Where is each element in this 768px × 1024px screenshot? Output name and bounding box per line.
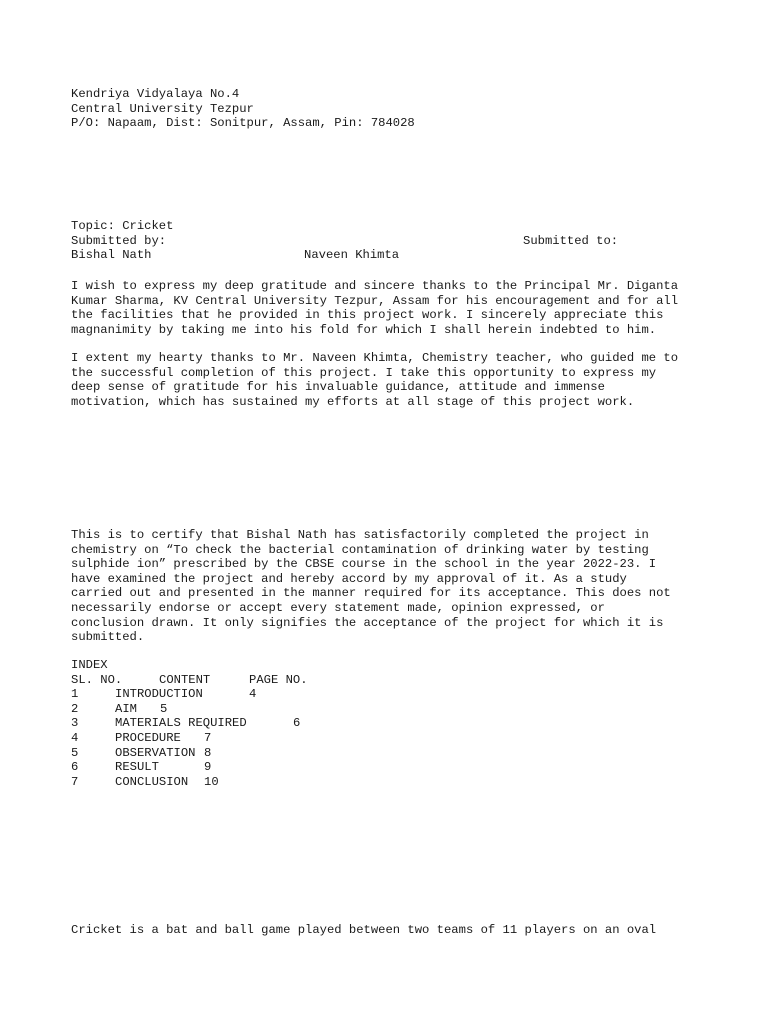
- paragraph-line: I wish to express my deep gratitude and sincere thanks to the Principal Mr. Diganta: [71, 279, 679, 293]
- index-row-content: AIM: [115, 701, 137, 716]
- paragraph-line: conclusion drawn. It only signifies the acceptance of the project for which it is: [71, 615, 664, 630]
- index-row-content: RESULT: [115, 760, 159, 775]
- paragraph-line: Kumar Sharma, KV Central University Tezpur, Assam for his encouragement and for all: [71, 293, 679, 308]
- acknowledgement-paragraph-1: [71, 279, 711, 337]
- index-row-page: 6: [293, 716, 301, 731]
- index-row-page: 9: [204, 760, 212, 775]
- submitted-to-label: Submitted to:: [523, 233, 619, 248]
- paragraph-line: Cricket is a bat and ball game played between two teams of 11 players on an oval: [71, 923, 657, 937]
- paragraph-line: carried out and presented in the manner required for its acceptance. This does not: [71, 586, 671, 601]
- school-header: [71, 87, 711, 131]
- paragraph-line: the successful completion of this project. I take this opportunity to express my: [71, 365, 657, 380]
- university-name: Central University Tezpur: [71, 101, 254, 116]
- index-row-sl: 7: [71, 774, 79, 789]
- student-name: Bishal Nath: [71, 248, 152, 263]
- index-header-sl: SL. NO.: [71, 672, 123, 687]
- index-row-page: 8: [204, 745, 212, 760]
- index-row-content: CONCLUSION: [115, 774, 189, 789]
- paragraph-line: chemistry on “To check the bacterial contamination of drinking water by testing: [71, 542, 649, 557]
- acknowledgement-paragraph-2: [71, 351, 711, 409]
- index-row-page: 4: [249, 687, 257, 702]
- paragraph-line: This is to certify that Bishal Nath has satisfactorily completed the project in: [71, 528, 649, 542]
- school-name: Kendriya Vidyalaya No.4: [71, 87, 240, 101]
- paragraph-line: sulphide ion” prescribed by the CBSE course in the school in the year 2022-23. I: [71, 557, 657, 572]
- index-row-page: 10: [204, 774, 219, 789]
- index-title: INDEX: [71, 658, 108, 672]
- index-row-content: INTRODUCTION: [115, 687, 203, 702]
- index-row-page: 7: [204, 731, 212, 745]
- paragraph-line: the facilities that he provided in this project work. I sincerely appreciate this: [71, 308, 664, 323]
- index-row-page: 5: [160, 701, 168, 716]
- paragraph-line: have examined the project and hereby accord by my approval of it. As a study: [71, 571, 627, 586]
- index-table: [71, 658, 711, 794]
- paragraph-line: motivation, which has sustained my efforts at all stage of this project work.: [71, 394, 635, 409]
- index-row-content: PROCEDURE: [115, 731, 181, 745]
- topic-line: Topic: Cricket: [71, 219, 174, 233]
- index-row-content: OBSERVATION: [115, 745, 196, 760]
- topic-block: [71, 219, 711, 263]
- index-row-sl: 2: [71, 701, 79, 716]
- index-row-sl: 6: [71, 760, 79, 775]
- submitted-by-label: Submitted by:: [71, 233, 167, 248]
- paragraph-line: magnanimity by taking me into his fold for which I shall herein indebted to him.: [71, 322, 657, 337]
- index-row-content: MATERIALS REQUIRED: [115, 716, 247, 731]
- index-row-sl: 5: [71, 745, 79, 760]
- teacher-name: Naveen Khimta: [304, 248, 400, 263]
- index-row-sl: 1: [71, 687, 79, 702]
- paragraph-line: submitted.: [71, 630, 145, 645]
- school-address: P/O: Napaam, Dist: Sonitpur, Assam, Pin: 784028: [71, 116, 415, 131]
- index-header-page: PAGE NO.: [249, 672, 308, 687]
- paragraph-line: I extent my hearty thanks to Mr. Naveen Khimta, Chemistry teacher, who guided me to: [71, 351, 679, 365]
- paragraph-line: necessarily endorse or accept every statement made, opinion expressed, or: [71, 600, 605, 615]
- index-row-sl: 3: [71, 716, 79, 731]
- index-row-sl: 4: [71, 731, 79, 745]
- paragraph-line: deep sense of gratitude for his invaluable guidance, attitude and immense: [71, 380, 605, 395]
- index-header-content: CONTENT: [159, 672, 211, 687]
- cricket-introduction: [71, 923, 711, 938]
- certificate-paragraph: [71, 528, 711, 645]
